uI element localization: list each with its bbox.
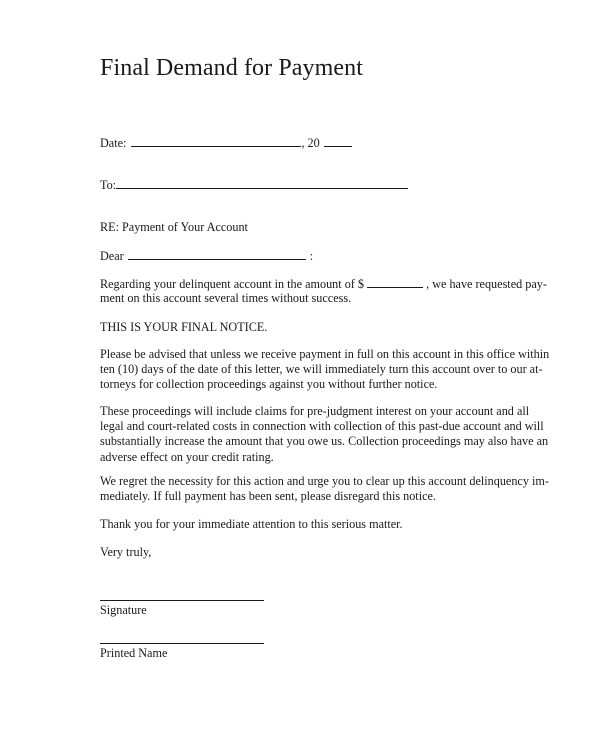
paragraph-amount-line-1 [100, 276, 547, 291]
paragraph-line: These proceedings will include claims for pre-judgment interest on your account and all [100, 404, 530, 418]
closing-line: Very truly, [100, 545, 152, 559]
paragraph-advised [100, 347, 550, 393]
thanks-line: Thank you for your immediate attention to this serious matter. [100, 517, 403, 531]
amount-prefix: Regarding your delinquent account in the amount of $ [100, 277, 364, 291]
to-blank[interactable] [116, 177, 408, 189]
salutation-colon: : [309, 249, 314, 263]
paragraph-line: mediately. If full payment has been sent, please disregard this notice. [100, 489, 436, 504]
paragraph-line: torneys for collection proceedings against you without further notice. [100, 377, 438, 392]
re-line: RE: Payment of Your Account [100, 220, 248, 234]
printed-name-line[interactable] [100, 643, 264, 644]
paragraph-line: adverse effect on your credit rating. [100, 449, 274, 464]
paragraph-regret [100, 474, 549, 504]
year-blank[interactable] [324, 135, 352, 147]
amount-blank[interactable] [367, 276, 423, 288]
paragraph-amount-line-2: ment on this account several times without success. [100, 291, 352, 306]
paragraph-line: legal and court-related costs in connection with collection of this past-due account and will [100, 419, 544, 434]
signature-line[interactable] [100, 600, 264, 601]
paragraph-line: ten (10) days of the date of this letter, we will immediately turn this account over to our at- [100, 362, 543, 377]
paragraph-line: We regret the necessity for this action and urge you to clear up this account delinquency im- [100, 474, 549, 488]
date-year-separator: , 20 [301, 136, 320, 150]
document-title: Final Demand for Payment [100, 55, 364, 81]
salutation-line [100, 248, 313, 263]
paragraph-line: substantially increase the amount that you owe us. Collection proceedings may also have an [100, 434, 549, 449]
to-line [100, 177, 408, 192]
printed-name-label: Printed Name [100, 646, 168, 660]
date-label: Date: [100, 136, 127, 150]
paragraph-proceedings [100, 404, 549, 465]
paragraph-amount [100, 276, 547, 306]
signature-label: Signature [100, 603, 147, 617]
paragraph-line: Please be advised that unless we receive payment in full on this account in this office within [100, 347, 550, 361]
amount-suffix: , we have requested pay- [426, 277, 547, 291]
recipient-name-blank[interactable] [128, 248, 306, 260]
date-blank[interactable] [131, 135, 301, 147]
to-label: To: [100, 178, 117, 192]
final-notice: THIS IS YOUR FINAL NOTICE. [100, 320, 268, 334]
date-line [100, 135, 352, 150]
dear-label: Dear [100, 249, 124, 263]
